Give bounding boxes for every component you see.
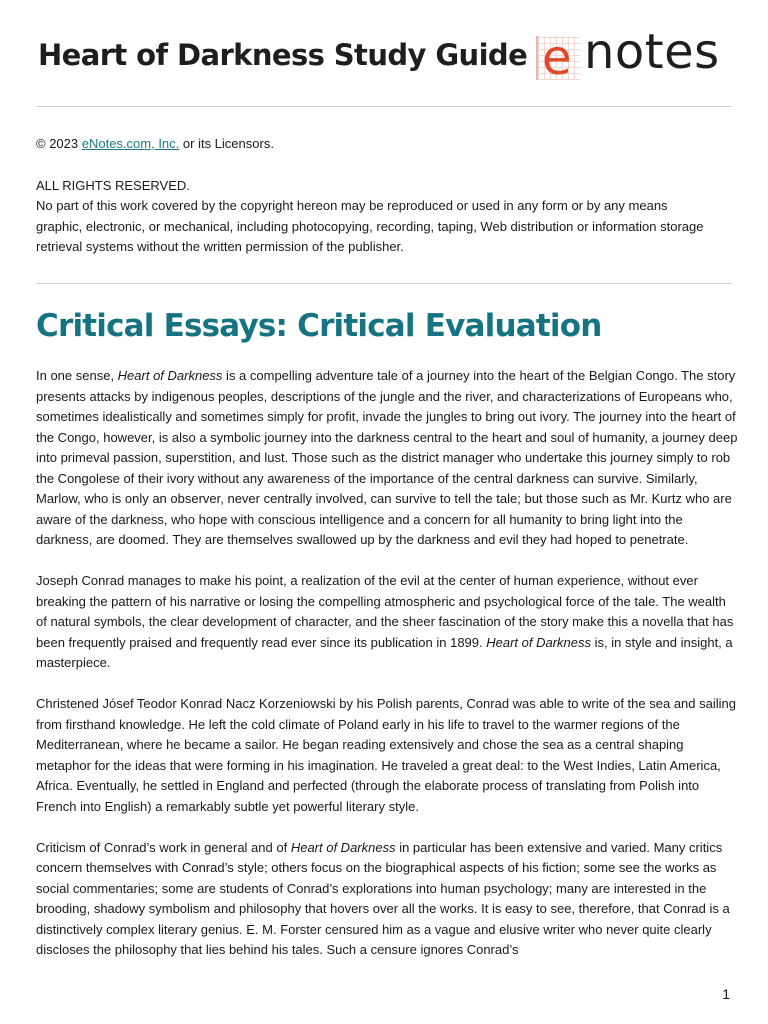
paragraph: Christened Jósef Teodor Konrad Nacz Korzeniowski by his Polish parents, Conrad was able to write of the sea and sailing from firsthand knowledge. He left the cold climate of Poland early in his life to travel to the warmer regions of the Mediterranean, where he became a sailor. He began reading extensively and chose the sea as a central shaping metaphor for the ideas that were forming in his imagination. He traveled a great deal: to the West Indies, Latin America, Africa. Eventually, he settled in England and perfected (through the elaborate process of translating from Polish into French into English) a remarkably subtle yet powerful literary style. (36, 696, 736, 814)
enotes-logo[interactable] (536, 24, 732, 86)
header-divider (36, 106, 732, 107)
logo-e-letter: e (542, 30, 572, 86)
logo-grid-mark (536, 30, 580, 86)
section-divider (36, 283, 732, 284)
paragraph: Joseph Conrad manages to make his point, a realization of the evil at the center of human experience, without ever breaking the pattern of his narrative or losing the compelling atmospheric and psychological force of the tale. The wealth of natural symbols, the clear development of character, and the sheer fascination of the story make this a novella that has been frequently praised and frequently read ever since its publication in 1899. Heart of Darkness is, in style and insight, a masterpiece. (36, 573, 734, 670)
enotes-link[interactable]: eNotes.com, Inc. (81, 136, 180, 151)
paragraph: In one sense, Heart of Darkness is a compelling adventure tale of a journey into the heart of the Belgian Congo. The story presents attacks by indigenous peoples, descriptions of the jungle and the river, and characterizations of Europeans who, sometimes idealistically and sometimes simply for profit, invade the jungles to bring out ivory. The journey into the heart of the Congo, however, is also a symbolic journey into the darkness central to the heart and soul of humanity, a journey deep into primeval passion, superstition, and lust. Those such as the district manager who undertake this journey simply to rob the Congolese of their ivory without any awareness of the importance of the central darkness can survive. Similarly, Marlow, who is only an observer, never centrally involved, can survive to tell the tale; but those such as Mr. Kurtz who are aware of the darkness, who hope with conscious intelligence and a concern for all humanity to bring light into the darkness, are doomed. They are themselves swallowed up by the darkness and evil they had hoped to penetrate. (36, 368, 738, 547)
book-title: Heart of Darkness (486, 634, 591, 650)
page-number: 1 (722, 986, 730, 1002)
paragraph: Criticism of Conrad’s work in general and of Heart of Darkness in particular has been extensive and varied. Many critics concern themselves with Conrad’s style; others focus on the biographical aspects of his fiction; some see the works as social commentaries; some are students of Conrad’s explorations into human psychology; many are interested in the brooding, shadowy symbolism and philosophy that hovers over all the works. It is easy to see, therefore, that Conrad is a distinctively complex literary genius. E. M. Forster censured him as a vague and elusive writer who never quite clearly discloses the philosophy that lies behind his tales. Such a censure ignores Conrad’s (36, 839, 730, 957)
copyright-block (36, 134, 736, 258)
copyright-line: © 2023 eNotes.com, Inc. or its Licensors. (36, 136, 274, 151)
book-title: Heart of Darkness (117, 368, 223, 383)
essay-body (36, 366, 738, 981)
rights-notice-line: retrieval systems without the written permission of the publisher. (36, 239, 404, 254)
logo-notes-word: notes (584, 24, 720, 80)
document-title: Heart of Darkness Study Guide (38, 38, 528, 72)
rights-notice-line: No part of this work covered by the copyright hereon may be reproduced or used in any form or by any means (36, 198, 668, 213)
section-title: Critical Essays: Critical Evaluation (36, 308, 602, 344)
rights-notice-line: graphic, electronic, or mechanical, including photocopying, recording, taping, Web distribution or information storage (36, 218, 704, 234)
page-header (36, 24, 732, 90)
book-title: Heart of Darkness (290, 839, 396, 855)
rights-reserved: ALL RIGHTS RESERVED. (36, 177, 190, 193)
